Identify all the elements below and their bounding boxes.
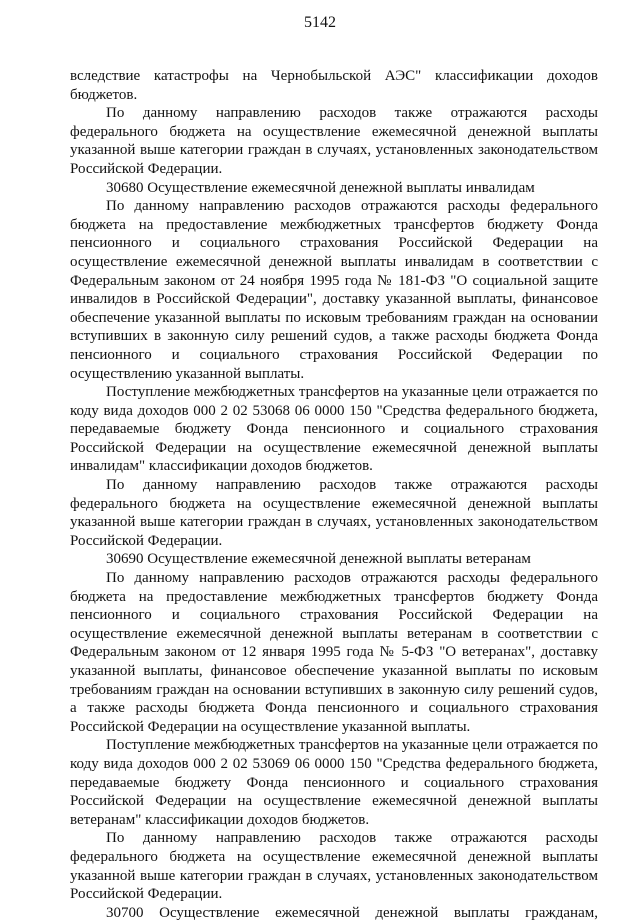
page-number: 5142: [304, 14, 336, 31]
paragraph-continuation: вследствие катастрофы на Чернобыльской АЭС" классификации доходов бюджетов.: [70, 68, 598, 103]
section-heading-30700: 30700 Осуществление ежемесячной денежной выплаты гражданам,: [106, 904, 598, 921]
paragraph: По данному направлению расходов также отражаются расходы федерального бюджета на осуществление ежемесячной денежной выплаты указанной выше категории граждан в случаях, установленных законодательством Российской Федерации.: [70, 477, 598, 549]
section-heading-30690: 30690 Осуществление ежемесячной денежной выплаты ветеранам: [106, 551, 531, 568]
page-text: [70, 67, 598, 922]
paragraph: Поступление межбюджетных трансфертов на указанные цели отражается по коду вида доходов 000 2 02 53068 06 0000 150 "Средства федерального бюджета, передаваемые бюджету Фонда пенсионного и социального страхования Российской Федерации на осуществление ежемесячной денежной выплаты инвалидам" классификации доходов бюджетов.: [70, 384, 598, 475]
section-heading-30680: 30680 Осуществление ежемесячной денежной выплаты инвалидам: [106, 179, 535, 196]
paragraph: По данному направлению расходов также отражаются расходы федерального бюджета на осуществление ежемесячной денежной выплаты указанной выше категории граждан в случаях, установленных законодательством Российской Федерации.: [70, 830, 598, 903]
paragraph: По данному направлению расходов отражаются расходы федерального бюджета на предоставление межбюджетных трансфертов бюджету Фонда пенсионного и социального страхования Российской Федерации на осуществление ежемесячной денежной выплаты инвалидам в соответствии с Федеральным законом от 24 ноября 1995 года № 181-ФЗ "О социальной защите инвалидов в Российской Федерации", доставку указанной выплаты, финансовое обеспечение указанной выплаты по исковым требованиям граждан на основании вступивших в законную силу решений судов, а также расходы бюджета Фонда пенсионного и социального страхования Российской Федерации по осуществлению указанной выплаты.: [70, 198, 598, 382]
paragraph: По данному направлению расходов отражаются расходы федерального бюджета на предоставление межбюджетных трансфертов бюджету Фонда пенсионного и социального страхования Российской Федерации на осуществление ежемесячной денежной выплаты ветеранам в соответствии с Федеральным законом от 12 января 1995 года № 5-ФЗ "О ветеранах", доставку указанной выплаты, финансовое обеспечение указанной выплаты по исковым требованиям граждан на основании вступивших в законную силу решений судов, а также расходы бюджета Фонда пенсионного и социального страхования Российской Федерации на осуществление указанной выплаты.: [70, 570, 598, 735]
paragraph: Поступление межбюджетных трансфертов на указанные цели отражается по коду вида доходов 000 2 02 53069 06 0000 150 "Средства федерального бюджета, передаваемые бюджету Фонда пенсионного и социального страхования Российской Федерации на осуществление ежемесячной денежной выплаты ветеранам" классификации доходов бюджетов.: [70, 737, 598, 828]
paragraph: По данному направлению расходов также отражаются расходы федерального бюджета на осуществление ежемесячной денежной выплаты указанной выше категории граждан в случаях, установленных законодательством Российской Федерации.: [70, 105, 598, 177]
